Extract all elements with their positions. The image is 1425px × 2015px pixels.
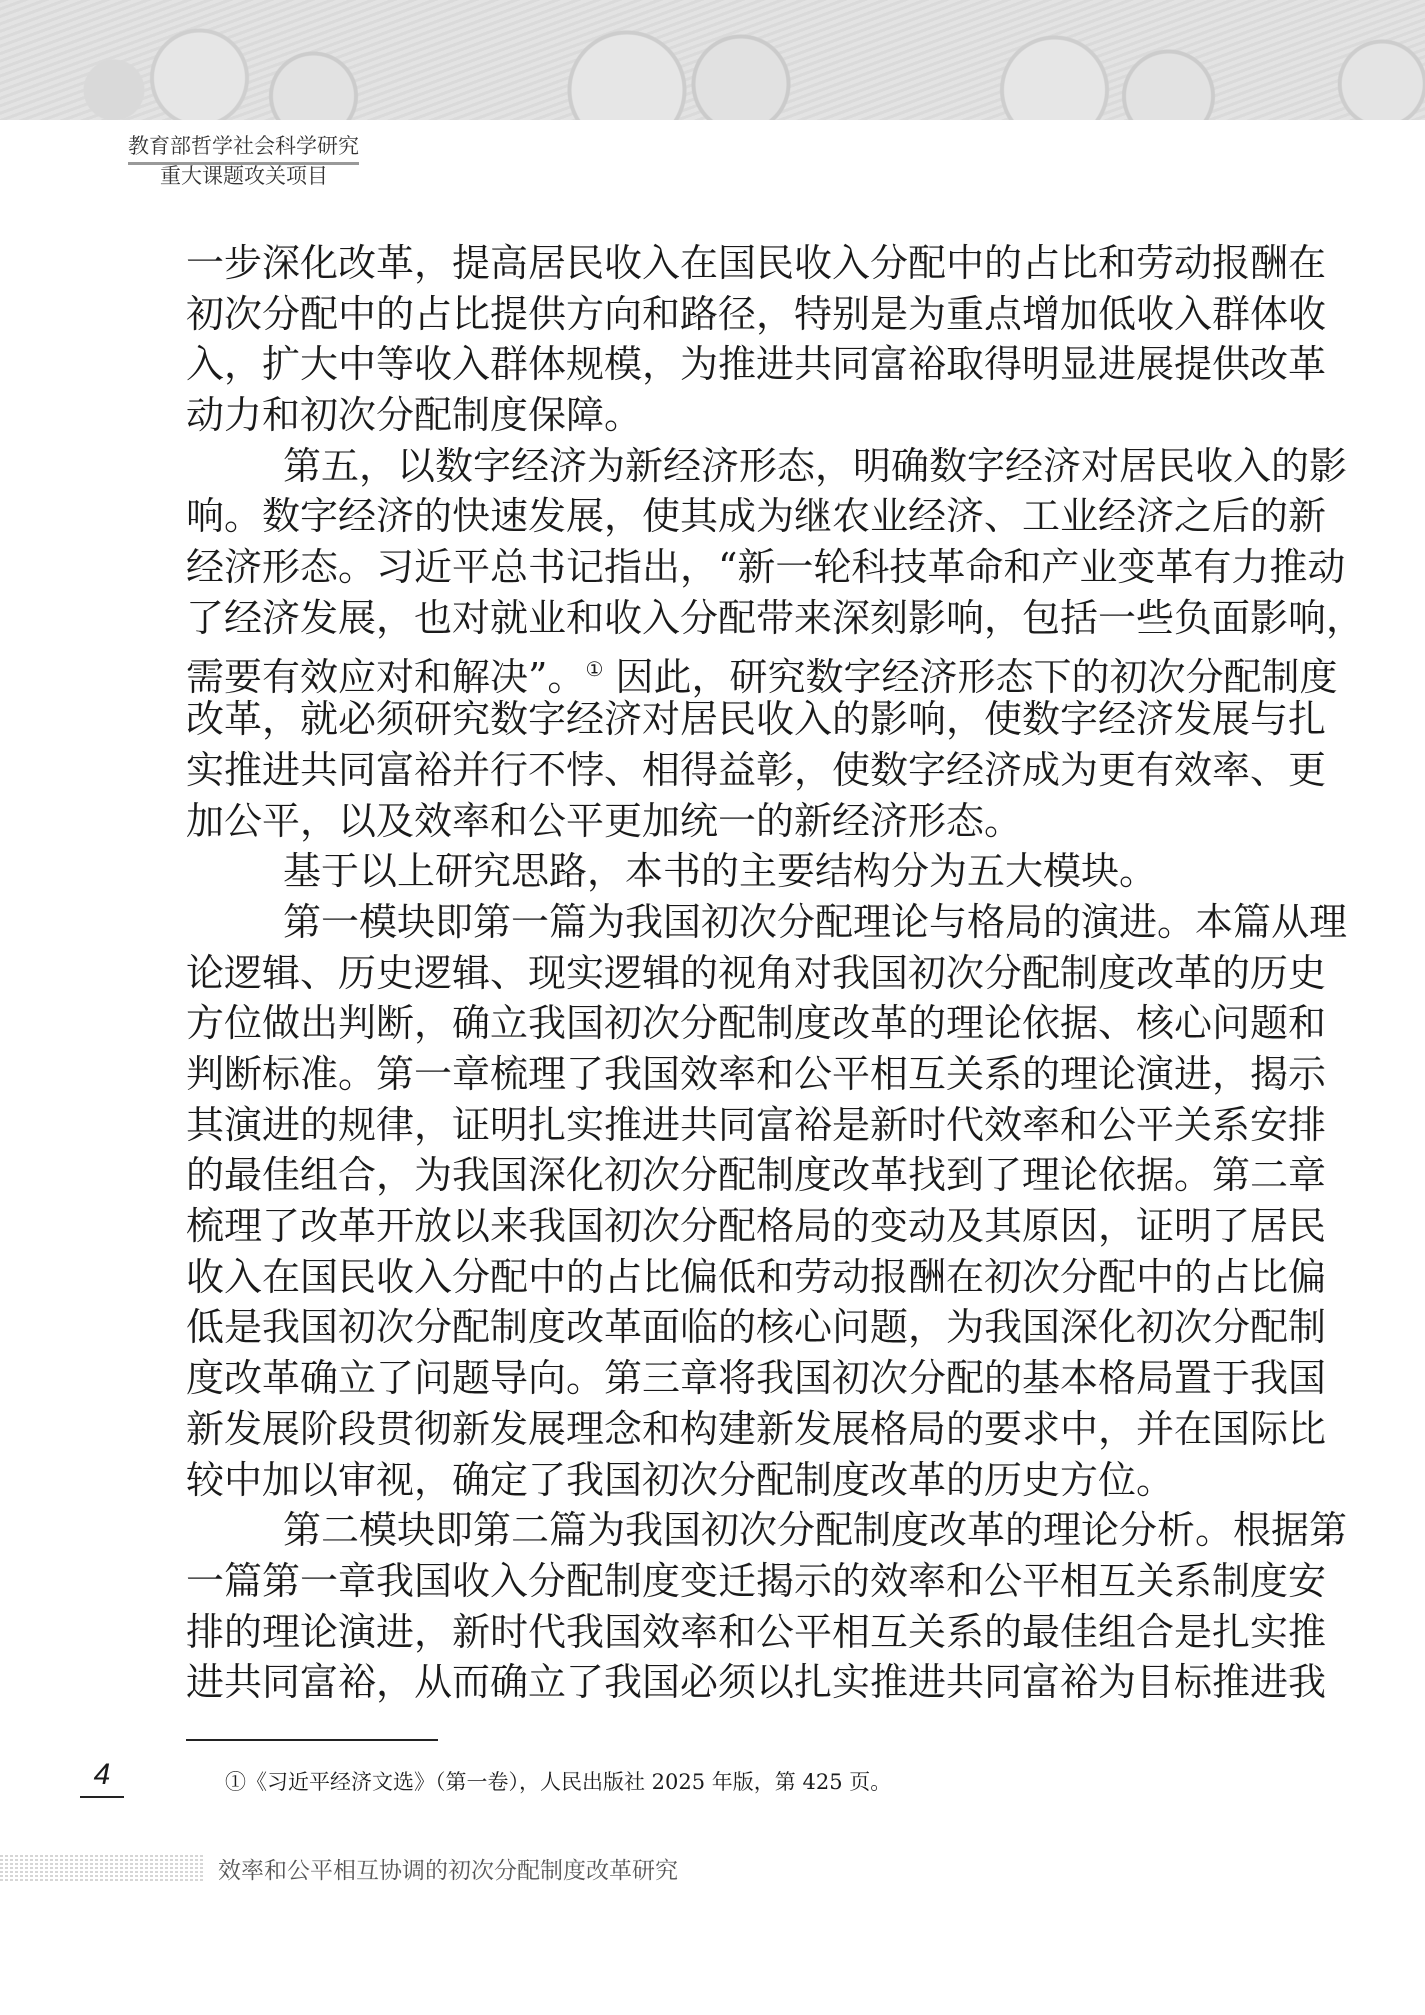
- paragraph-line: 第一模块即第一篇为我国初次分配理论与格局的演进。本篇从理: [283, 899, 1348, 944]
- paragraph-line: 收入在国民收入分配中的占比偏低和劳动报酬在初次分配中的占比偏: [186, 1254, 1327, 1299]
- paragraph-line: 论逻辑、历史逻辑、现实逻辑的视角对我国初次分配制度改革的历史: [186, 950, 1327, 995]
- paragraph-line: 响。数字经济的快速发展，使其成为继农业经济、工业经济之后的新: [186, 494, 1327, 539]
- paragraph-line: 经济形态。习近平总书记指出，“新一轮科技革命和产业变革有力推动: [186, 545, 1346, 590]
- paragraph-line: 判断标准。第一章梳理了我国效率和公平相互关系的理论演进，揭示: [186, 1052, 1327, 1096]
- paragraph-line: 了经济发展，也对就业和收入分配带来深刻影响，包括一些负面影响，: [186, 595, 1365, 640]
- paragraph-line: 第二模块即第二篇为我国初次分配制度改革的理论分析。根据第: [283, 1508, 1348, 1553]
- paragraph-line: 低是我国初次分配制度改革面临的核心问题，为我国深化初次分配制: [186, 1305, 1327, 1350]
- body-text: [186, 238, 1365, 1708]
- paragraph-line: 加公平，以及效率和公平更加统一的新经济形态。: [186, 798, 1023, 843]
- series-subtitle: 重大课题攻关项目: [160, 164, 328, 188]
- paragraph-line: 实推进共同富裕并行不悖、相得益彰，使数字经济成为更有效率、更: [186, 747, 1327, 792]
- paragraph-line: 一步深化改革，提高居民收入在国民收入分配中的占比和劳动报酬在: [186, 241, 1327, 285]
- series-title: 教育部哲学社会科学研究: [128, 130, 359, 165]
- running-footer-book-title: 效率和公平相互协调的初次分配制度改革研究: [218, 1858, 678, 1884]
- paragraph-line: 一篇第一章我国收入分配制度变迁揭示的效率和公平相互关系制度安: [186, 1558, 1327, 1603]
- paragraph-line-segment: 需要有效应对和解决”。: [186, 654, 586, 699]
- paragraph-line: 改革，就必须研究数字经济对居民收入的影响，使数字经济发展与扎: [186, 697, 1327, 742]
- paragraph-line: 进共同富裕，从而确立了我国必须以扎实推进共同富裕为目标推进我: [186, 1660, 1327, 1705]
- paragraph-line: 第五，以数字经济为新经济形态，明确数字经济对居民收入的影: [283, 443, 1348, 488]
- paragraph-line: 较中加以审视，确定了我国初次分配制度改革的历史方位。: [186, 1457, 1175, 1502]
- paragraph-line: 方位做出判断，确立我国初次分配制度改革的理论依据、核心问题和: [186, 1001, 1327, 1046]
- paragraph-line: 梳理了改革开放以来我国初次分配格局的变动及其原因，证明了居民: [186, 1204, 1327, 1249]
- paragraph-line-segment: 因此，研究数字经济形态下的初次分配制度: [603, 654, 1338, 699]
- paragraph-line: 动力和初次分配制度保障。: [186, 393, 643, 438]
- paragraph-line: 新发展阶段贯彻新发展理念和构建新发展格局的要求中，并在国际比: [186, 1406, 1327, 1451]
- paragraph-line: 初次分配中的占比提供方向和路径，特别是为重点增加低收入群体收: [186, 291, 1327, 336]
- header-cloud-banner: [0, 0, 1425, 120]
- footnote-divider: [186, 1739, 438, 1741]
- footnote-marker: ①: [585, 656, 604, 681]
- footnote: ①《习近平经济文选》（第一卷），人民出版社 2025 年版，第 425 页。: [225, 1770, 892, 1794]
- paragraph-line: 基于以上研究思路，本书的主要结构分为五大模块。: [283, 849, 1158, 894]
- paragraph-line: 入，扩大中等收入群体规模，为推进共同富裕取得明显进展提供改革: [186, 342, 1327, 387]
- page-number: 4: [80, 1758, 124, 1798]
- paragraph-line: 的最佳组合，为我国深化初次分配制度改革找到了理论依据。第二章: [186, 1153, 1327, 1198]
- paragraph-line: 度改革确立了问题导向。第三章将我国初次分配的基本格局置于我国: [186, 1356, 1327, 1401]
- paragraph-line: 其演进的规律，证明扎实推进共同富裕是新时代效率和公平关系安排: [186, 1102, 1327, 1147]
- paragraph-line: 排的理论演进，新时代我国效率和公平相互关系的最佳组合是扎实推: [186, 1609, 1327, 1654]
- paragraph-line: [186, 644, 1338, 699]
- footer-dot-pattern: [0, 1855, 205, 1881]
